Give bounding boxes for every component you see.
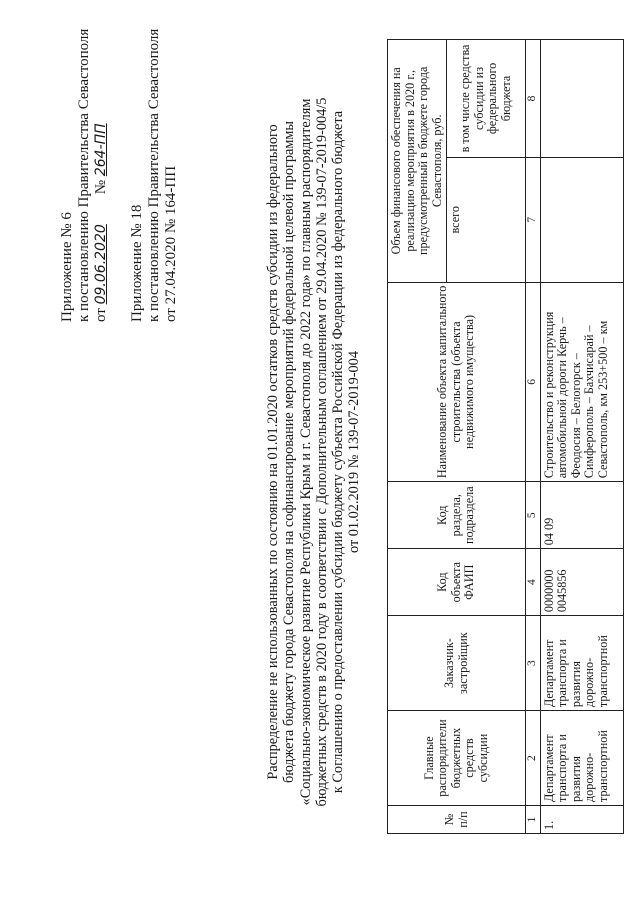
row-object: Строительство и реконструкция автомобильной дороги Керчь – Феодосия – Белогорск – Симферополь – Бахчисарай – Севастополь, км 253+500 – км bbox=[540, 282, 623, 482]
column-number: 7 bbox=[526, 157, 541, 282]
row-faip: 0000000 0045856 bbox=[540, 549, 623, 616]
column-number: 3 bbox=[526, 616, 541, 711]
column-number: 6 bbox=[526, 282, 541, 482]
table-row bbox=[540, 40, 623, 834]
decree-date-line bbox=[93, 32, 110, 322]
header-object: Наименование объекта капитального строительства (объекта недвижимого имущества) bbox=[388, 282, 526, 482]
decree-reference-2: к постановлению Правительства Севастополя bbox=[146, 28, 162, 322]
title-line: от 01.02.2019 № 139-07-2019-004 bbox=[346, 351, 363, 553]
title-line: к Соглашению о предоставлении субсидии бюджету субъекта Российской Федерации из федерального бюджета bbox=[330, 110, 347, 794]
column-number-row bbox=[526, 40, 541, 834]
title-line: бюджетных средств в 2020 году в соответствии с Дополнительным соглашением от 29.04.2020 № 139-07-2019-004/5 bbox=[313, 97, 330, 807]
header-federal: в том числе средства субсидии из федерального бюджета bbox=[447, 40, 526, 158]
header-total: всего bbox=[447, 157, 526, 282]
title-line: «Социально-экономическое развитие Республики Крым и г. Севастополя до 2022 года» по главным распорядителям bbox=[297, 98, 314, 806]
header-num: № п/п bbox=[388, 806, 526, 834]
header-developer: Заказчик-застройщик bbox=[388, 616, 526, 711]
appendix-6-label: Приложение № 6 bbox=[59, 212, 75, 322]
appendix-header bbox=[59, 28, 180, 322]
handwritten-date: 09.06.2020 bbox=[93, 224, 109, 305]
title-line: Распределение не использованных по состоянию на 01.01.2020 остатков средств субсидии из федерального bbox=[265, 124, 281, 780]
decree-date-line-2: от 27.04.2020 № 164-ПП bbox=[163, 165, 179, 322]
header-section: Код раздела, подраздела bbox=[388, 482, 526, 549]
column-number: 4 bbox=[526, 549, 541, 616]
appendix-18-label: Приложение № 18 bbox=[129, 204, 145, 322]
handwritten-number: 264-ПП bbox=[93, 123, 109, 177]
document-title bbox=[265, 42, 363, 862]
number-prefix: № bbox=[93, 179, 109, 195]
column-number: 1 bbox=[526, 806, 541, 834]
distribution-table bbox=[387, 39, 624, 834]
decree-reference: к постановлению Правительства Севастополя bbox=[76, 28, 92, 322]
title-line: бюджета бюджету города Севастополя на софинансирование мероприятий федеральной целевой программы bbox=[281, 120, 298, 784]
date-prefix: от bbox=[93, 308, 109, 322]
row-section: 04 09 bbox=[540, 482, 623, 549]
row-num: 1. bbox=[540, 806, 623, 834]
column-number: 2 bbox=[526, 711, 541, 806]
header-managers: Главные распорядители бюджетных средств субсидии bbox=[388, 711, 526, 806]
row-developer: Департамент транспорта и развития дорожно-транспортной bbox=[540, 616, 623, 711]
header-faip: Код объекта ФАИП bbox=[388, 549, 526, 616]
row-total bbox=[540, 157, 623, 282]
table-header-row bbox=[388, 40, 447, 834]
column-number: 5 bbox=[526, 482, 541, 549]
rotated-content bbox=[37, 22, 610, 882]
row-manager: Департамент транспорта и развития дорожно-транспортной bbox=[540, 711, 623, 806]
column-number: 8 bbox=[526, 40, 541, 158]
row-federal bbox=[540, 40, 623, 158]
header-funding-group: Объем финансового обеспечения на реализацию мероприятия в 2020 г., предусмотренный в бюджете города Севастополя, руб. bbox=[388, 40, 447, 283]
